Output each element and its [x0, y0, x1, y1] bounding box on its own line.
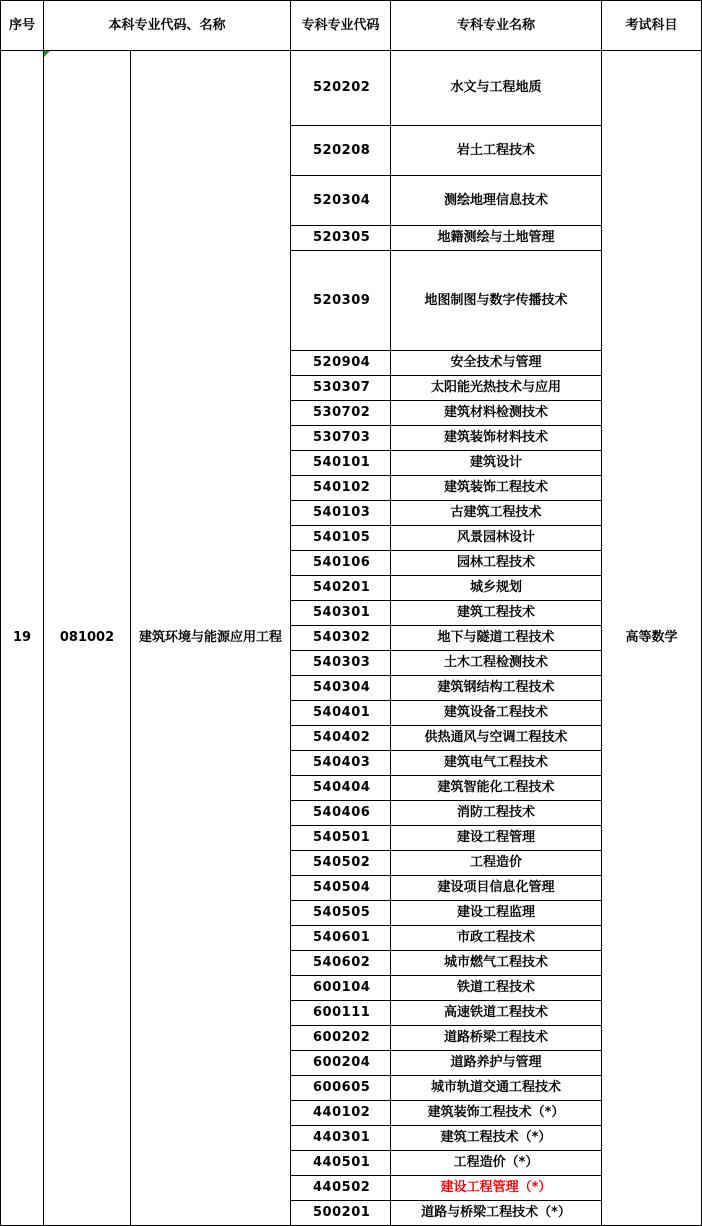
junior-name-cell: 建设工程管理（*） — [391, 1176, 602, 1201]
junior-code-cell: 530307 — [291, 376, 391, 401]
junior-name-cell: 城市轨道交通工程技术 — [391, 1076, 602, 1101]
junior-code-cell: 540502 — [291, 851, 391, 876]
junior-name-cell: 建筑材料检测技术 — [391, 401, 602, 426]
junior-code-cell: 540102 — [291, 476, 391, 501]
header-exam: 考试科目 — [602, 1, 702, 51]
junior-name-cell: 道路与桥梁工程技术（*） — [391, 1201, 602, 1226]
junior-name-cell: 建筑装饰材料技术 — [391, 426, 602, 451]
undergrad-code-cell: 081002 — [44, 51, 131, 1226]
junior-code-cell: 540402 — [291, 726, 391, 751]
junior-name-cell: 园林工程技术 — [391, 551, 602, 576]
junior-name-cell: 建筑工程技术 — [391, 601, 602, 626]
junior-code-cell: 540401 — [291, 701, 391, 726]
junior-name-cell: 建筑设备工程技术 — [391, 701, 602, 726]
junior-name-cell: 地下与隧道工程技术 — [391, 626, 602, 651]
junior-name-cell: 地籍测绘与土地管理 — [391, 226, 602, 251]
junior-name-cell: 建筑工程技术（*） — [391, 1126, 602, 1151]
header-row — [1, 1, 702, 51]
junior-name-cell: 供热通风与空调工程技术 — [391, 726, 602, 751]
junior-name-cell: 水文与工程地质 — [391, 51, 602, 126]
junior-name-cell: 铁道工程技术 — [391, 976, 602, 1001]
junior-name-cell: 道路养护与管理 — [391, 1051, 602, 1076]
junior-code-cell: 520208 — [291, 126, 391, 176]
junior-code-cell: 540406 — [291, 801, 391, 826]
junior-code-cell: 540201 — [291, 576, 391, 601]
junior-code-cell: 540304 — [291, 676, 391, 701]
junior-code-cell: 520304 — [291, 176, 391, 226]
junior-code-cell: 440502 — [291, 1176, 391, 1201]
junior-code-cell: 530703 — [291, 426, 391, 451]
junior-code-cell: 500201 — [291, 1201, 391, 1226]
exam-subject-cell: 高等数学 — [602, 51, 702, 1226]
junior-code-cell: 530702 — [291, 401, 391, 426]
junior-code-cell: 540301 — [291, 601, 391, 626]
junior-name-cell: 建筑装饰工程技术 — [391, 476, 602, 501]
header-seq: 序号 — [1, 1, 44, 51]
header-junior-name: 专科专业名称 — [391, 1, 602, 51]
junior-code-cell: 540106 — [291, 551, 391, 576]
junior-name-cell: 工程造价（*） — [391, 1151, 602, 1176]
junior-name-cell: 建筑智能化工程技术 — [391, 776, 602, 801]
junior-code-cell: 520309 — [291, 251, 391, 351]
junior-name-cell: 建筑装饰工程技术（*） — [391, 1101, 602, 1126]
header-undergrad: 本科专业代码、名称 — [44, 1, 291, 51]
junior-code-cell: 600104 — [291, 976, 391, 1001]
junior-code-cell: 440501 — [291, 1151, 391, 1176]
junior-code-cell: 440301 — [291, 1126, 391, 1151]
seq-cell: 19 — [1, 51, 44, 1226]
junior-name-cell: 测绘地理信息技术 — [391, 176, 602, 226]
junior-code-cell: 540504 — [291, 876, 391, 901]
junior-code-cell: 540505 — [291, 901, 391, 926]
header-junior-code: 专科专业代码 — [291, 1, 391, 51]
junior-name-cell: 城市燃气工程技术 — [391, 951, 602, 976]
cell-comment-marker — [44, 51, 50, 57]
junior-code-cell: 520904 — [291, 351, 391, 376]
junior-code-cell: 600202 — [291, 1026, 391, 1051]
junior-name-cell: 建筑钢结构工程技术 — [391, 676, 602, 701]
junior-name-cell: 建筑电气工程技术 — [391, 751, 602, 776]
junior-code-cell: 540302 — [291, 626, 391, 651]
junior-code-cell: 540103 — [291, 501, 391, 526]
junior-name-cell: 古建筑工程技术 — [391, 501, 602, 526]
junior-name-cell: 工程造价 — [391, 851, 602, 876]
junior-name-cell: 安全技术与管理 — [391, 351, 602, 376]
junior-name-cell: 高速铁道工程技术 — [391, 1001, 602, 1026]
junior-code-cell: 540403 — [291, 751, 391, 776]
junior-name-cell: 风景园林设计 — [391, 526, 602, 551]
junior-name-cell: 太阳能光热技术与应用 — [391, 376, 602, 401]
junior-name-cell: 建设工程监理 — [391, 901, 602, 926]
junior-code-cell: 540404 — [291, 776, 391, 801]
junior-code-cell: 600111 — [291, 1001, 391, 1026]
junior-code-cell: 520202 — [291, 51, 391, 126]
junior-code-cell: 600204 — [291, 1051, 391, 1076]
junior-name-cell: 建设工程管理 — [391, 826, 602, 851]
junior-code-cell: 540303 — [291, 651, 391, 676]
junior-name-cell: 消防工程技术 — [391, 801, 602, 826]
junior-name-cell: 岩土工程技术 — [391, 126, 602, 176]
undergrad-name-cell: 建筑环境与能源应用工程 — [131, 51, 291, 1226]
junior-code-cell: 540105 — [291, 526, 391, 551]
junior-code-cell: 440102 — [291, 1101, 391, 1126]
junior-name-cell: 城乡规划 — [391, 576, 602, 601]
junior-code-cell: 540501 — [291, 826, 391, 851]
junior-code-cell: 540101 — [291, 451, 391, 476]
junior-name-cell: 道路桥梁工程技术 — [391, 1026, 602, 1051]
junior-name-cell: 土木工程检测技术 — [391, 651, 602, 676]
junior-code-cell: 520305 — [291, 226, 391, 251]
junior-name-cell: 建设项目信息化管理 — [391, 876, 602, 901]
junior-name-cell: 建筑设计 — [391, 451, 602, 476]
junior-code-cell: 540602 — [291, 951, 391, 976]
junior-name-cell: 市政工程技术 — [391, 926, 602, 951]
junior-code-cell: 540601 — [291, 926, 391, 951]
junior-name-cell: 地图制图与数字传播技术 — [391, 251, 602, 351]
junior-code-cell: 600605 — [291, 1076, 391, 1101]
table-row — [1, 51, 702, 126]
